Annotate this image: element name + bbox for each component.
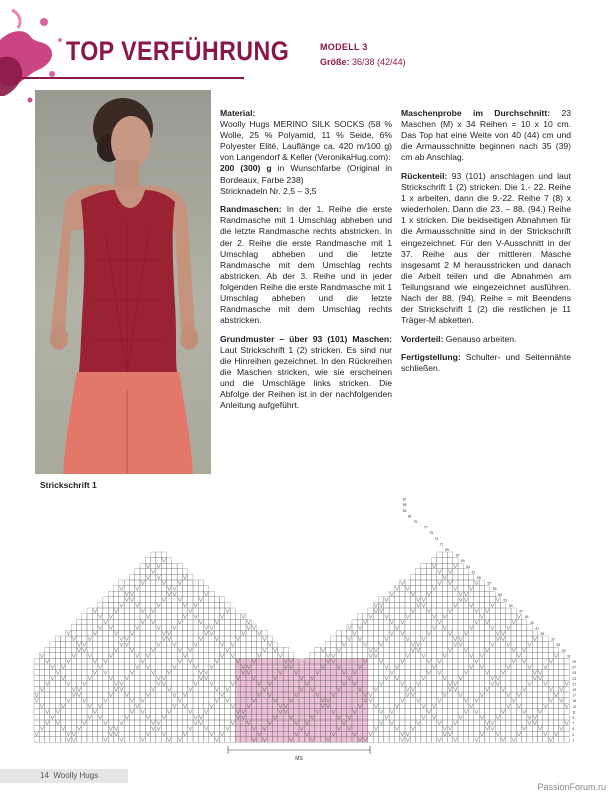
chart-row-numbers — [403, 498, 576, 743]
grundmuster-text: Laut Strickschrift 1 (2) stricken. Es sind nur die Hinreihen gezeichnet. In den Rückreihen die Maschen stricken, wie sie erscheinen und die Umschläge links stricken. Die Abfolge der Reihen ist in der nachfolgenden Anleitung aufgeführt. — [220, 344, 392, 411]
grundmuster-paragraph — [220, 334, 392, 412]
row-number-label: 77 — [423, 525, 428, 530]
row-number-label: 21 — [572, 682, 577, 687]
row-number-label: 23 — [572, 676, 577, 681]
knitting-chart — [28, 488, 592, 762]
row-number-label: 27 — [572, 665, 577, 670]
row-number-label: 43 — [529, 620, 534, 625]
row-number-label: 53 — [498, 592, 502, 597]
row-number-label: 29 — [572, 660, 577, 664]
trousers-shape — [63, 372, 193, 474]
footer-brand: Woolly Hugs — [53, 771, 99, 780]
text-column-right — [401, 108, 571, 382]
page-number: 14 — [40, 771, 49, 780]
fertigstellung-paragraph — [401, 352, 571, 374]
row-number-label: 85 — [402, 503, 407, 508]
model-illustration — [35, 90, 211, 474]
row-number-label: 59 — [476, 576, 481, 580]
title-underline — [18, 77, 244, 79]
fertigstellung-text: Schulter- und Seitennähte schließen. — [401, 352, 571, 374]
material-label: Material: — [220, 108, 256, 118]
row-number-label: 37 — [551, 637, 555, 642]
row-number-label: 71 — [439, 542, 444, 547]
chart-highlight-repeat — [235, 658, 368, 742]
row-number-label: 41 — [535, 626, 539, 631]
row-number-label: 5 — [572, 727, 575, 732]
amount-text: in Wunschfarbe (Original in Bordeaux, Farbe 238) — [220, 163, 392, 185]
ms-label: MS — [295, 756, 303, 762]
amount-bold: 200 (300) g — [220, 163, 272, 174]
rueckenteil-label: Rückenteil: — [401, 170, 448, 181]
row-number-label: 39 — [540, 632, 545, 636]
grundmuster-label: Grundmuster – über 93 (101) Maschen: — [220, 333, 392, 344]
row-number-label: 73 — [434, 536, 439, 541]
maschenprobe-paragraph — [401, 108, 571, 163]
row-number-label: 87 — [402, 497, 407, 502]
page-title: TOP VERFÜHRUNG — [66, 36, 290, 66]
model-number: MODELL 3 — [320, 42, 368, 52]
row-number-label: 31 — [567, 654, 571, 659]
size-value: 36/38 (42/44) — [352, 57, 406, 67]
row-number-label: 9 — [572, 716, 575, 720]
row-number-label: 3 — [572, 732, 575, 737]
maschenprobe-label: Maschenprobe im Durchschnitt: — [401, 108, 551, 118]
row-number-label: 67 — [455, 553, 460, 558]
row-number-label: 51 — [503, 598, 508, 603]
vorderteil-label: Vorderteil: — [401, 333, 444, 344]
vorderteil-paragraph — [401, 334, 571, 345]
chart-grid — [34, 552, 569, 742]
row-number-label: 11 — [572, 710, 576, 715]
rueckenteil-paragraph — [401, 171, 571, 326]
watermark: PassionForum.ru — [537, 782, 606, 792]
material-text: Woolly Hugs MERINO SILK SOCKS (58 % Wolle, 25 % Polyamid, 11 % Seide, 6% Polyester Elité, Lauflänge ca. 420 m/100 g) von Langendorf & Keller (VeronikaHug.com): — [220, 119, 392, 163]
knit-top-shape — [79, 190, 177, 372]
rueckenteil-text: 93 (101) anschlagen und laut Strickschrift 1 (2) stricken. Die 1.- 22. Reihe 1 x arbeiten, dann die 9.-22. Reihe 7 (8) x wiederholen. Dann die 23. – 88. (94.) Reihe 1 x stricken. Die beidseitigen Abnahmen für die Armausschnitte sind in der Strickschrift eingezeichnet. Für den V-Ausschnitt in der 37. Reihe aus der mittleren Masche insgesamt 2 M herausstricken und danach die Arbeit teilen und die Abnahmen am Teilungsrand wie eingezeichnet ausführen. Nach der 88. (94). Reihe = mit Beendens der Strickschrift 1 (2) die restlichen je 11 Träger-M abketten. — [401, 170, 571, 326]
footer-text — [40, 771, 98, 780]
row-number-label: 1 — [572, 738, 575, 743]
size-line — [320, 57, 406, 67]
row-number-label: 75 — [429, 531, 433, 536]
row-number-label: 33 — [561, 648, 566, 653]
row-number-label: 65 — [461, 559, 465, 564]
row-number-label: 57 — [487, 581, 492, 586]
model-photo — [35, 90, 211, 474]
randmaschen-paragraph — [220, 204, 392, 326]
ms-marker — [228, 746, 370, 762]
row-number-label: 69 — [445, 548, 449, 552]
fertigstellung-label: Fertigstellung: — [401, 352, 461, 363]
amount-line — [220, 163, 392, 185]
row-number-label: 13 — [572, 704, 577, 709]
text-column-left — [220, 108, 392, 419]
row-number-label: 81 — [408, 514, 412, 519]
row-number-label: 79 — [413, 520, 418, 524]
row-number-label: 35 — [556, 643, 561, 648]
row-number-label: 15 — [572, 699, 577, 704]
vorderteil-text: Genauso arbeiten. — [443, 333, 517, 344]
row-number-label: 47 — [519, 609, 524, 614]
maschenprobe-text: 23 Maschen (M) x 34 Reihen = 10 x 10 cm. Das Top hat eine Weite von 40 (44) cm und die Armausschnitte beginnen nach 35 (39) cm ab Anschlag. — [401, 108, 571, 163]
row-number-label: 17 — [572, 693, 577, 698]
randmaschen-label: Randmaschen: — [220, 204, 282, 215]
chart-title: Strickschrift 1 — [40, 480, 97, 490]
row-number-label: 7 — [572, 721, 575, 726]
row-number-label: 25 — [572, 671, 577, 676]
randmaschen-text: In der 1. Reihe die erste Randmasche mit 1 Umschlag abheben und die letzte Randmasche rechts abstricken. In der 2. Reihe die erste Randmasche mit 1 Umschlag abheben und die letzte Randmasche mit dem Umschlag rechts abstricken. Ab der 3. Reihe und in jeder folgenden Reihe die erste Randmasche mit 1 Umschlag abheben und die letzte Randmasche mit dem Umschlag rechts abstricken. — [220, 204, 392, 326]
needles-line: Stricknadeln Nr. 2,5 – 3,5 — [220, 185, 317, 196]
row-number-label: 45 — [524, 615, 529, 620]
row-number-label: 19 — [572, 688, 577, 692]
row-number-label: 61 — [471, 570, 476, 575]
row-number-label: 83 — [402, 508, 407, 513]
row-number-label: 63 — [466, 564, 471, 569]
row-number-label: 49 — [508, 604, 513, 608]
row-number-label: 55 — [492, 587, 497, 592]
size-label: Größe: — [320, 57, 350, 67]
